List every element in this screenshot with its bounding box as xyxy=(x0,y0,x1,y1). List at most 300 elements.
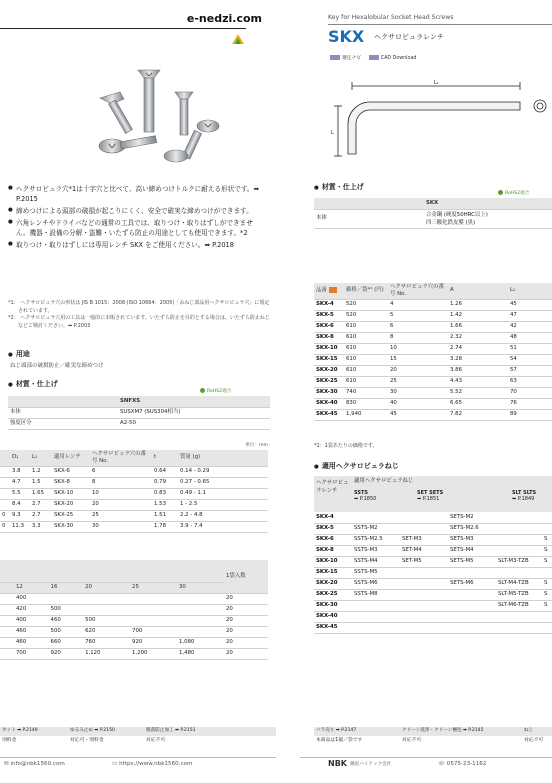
table-row xyxy=(0,615,268,626)
table-cell: 1,120 xyxy=(83,648,130,659)
table-cell: 1,080 xyxy=(177,637,224,648)
table-cell: SSTS-M3 xyxy=(352,545,400,556)
table-cell: S xyxy=(542,545,552,556)
table-cell xyxy=(0,477,10,488)
material-row-value: A2-50 xyxy=(118,418,270,429)
table-row xyxy=(314,321,552,332)
footnote: *2： ヘクサロビュラ穴用の工具は一般的に市販されています。いたずら防止を目的とする場合は、いたずら防止ねじなどご検討ください。➡ P.2003 xyxy=(8,315,270,329)
table-cell: 2.2 - 4.8 xyxy=(178,510,268,521)
table-row xyxy=(314,523,552,534)
table-cell: S xyxy=(542,600,552,611)
col-header: A xyxy=(448,283,508,299)
table-cell xyxy=(0,499,10,510)
table-cell: 620 xyxy=(83,626,130,637)
col-header: D₁ xyxy=(10,450,30,466)
table-row xyxy=(314,589,552,600)
monitor-icon: ▭ xyxy=(112,761,120,767)
table-cell xyxy=(352,611,400,622)
table-cell: 400 xyxy=(14,593,49,604)
screw-link-slt[interactable]: SLT SLTS ➡ P.1849 xyxy=(512,490,537,503)
svg-text:L: L xyxy=(331,130,334,136)
feature-item: ● ヘクサロビュラ穴*1は十字穴と比べて、高い締めつけトルクに耐える形状です。➡ P.2015 xyxy=(8,184,266,204)
col-header: t xyxy=(152,450,178,466)
material-row-value: 四三酸化鉄皮膜 (黒) xyxy=(426,219,476,226)
table-cell: 3.28 xyxy=(448,354,508,365)
option-clean[interactable]: クリーン洗浄・クリーン梱包 ➡ P.2145 xyxy=(402,728,484,733)
table-cell: SKX-4 xyxy=(314,512,352,523)
table-cell: S xyxy=(542,589,552,600)
nav-select-link[interactable]: 選定ナビ xyxy=(330,56,361,61)
table-cell: 740 xyxy=(344,387,388,398)
option-value: 対応不可 xyxy=(402,738,422,743)
col-header: ヘクサロビュラ穴の番号 No. xyxy=(388,283,448,299)
table-cell: 500 xyxy=(83,615,130,626)
table-cell: 700 xyxy=(14,648,49,659)
table-cell: SSTS-M6 xyxy=(352,578,400,589)
table-cell xyxy=(496,512,542,523)
table-row xyxy=(314,512,552,523)
table-row xyxy=(314,365,552,376)
table-cell xyxy=(400,523,448,534)
table-cell: 25 xyxy=(90,510,152,521)
table-row xyxy=(0,466,268,477)
table-cell: 1.2 xyxy=(30,466,52,477)
table-cell: 1.51 xyxy=(152,510,178,521)
table-cell: 610 xyxy=(344,365,388,376)
col-header: L₁ xyxy=(508,283,552,299)
table-cell: 3.86 xyxy=(448,365,508,376)
table-cell: SETS-M4 xyxy=(448,545,496,556)
option-retain[interactable]: 脱落防止加工 ➡ P.2151 xyxy=(146,728,196,733)
table-cell: 63 xyxy=(508,376,552,387)
table-cell: 1 - 2.5 xyxy=(178,499,268,510)
screws-header xyxy=(314,476,552,512)
brand-logo-icon xyxy=(230,32,246,48)
table-cell: 20 xyxy=(90,499,152,510)
table-cell: 3.9 - 7.4 xyxy=(178,521,268,532)
table-cell: 0.14 - 0.29 xyxy=(178,466,268,477)
table-cell: SLT-M6-TZB xyxy=(496,600,542,611)
table-cell xyxy=(496,622,542,633)
table-cell xyxy=(130,615,177,626)
table-cell: 54 xyxy=(508,354,552,365)
table-cell: 0 xyxy=(0,510,10,521)
table-cell: 1.42 xyxy=(448,310,508,321)
table-cell: 5.5 xyxy=(10,488,30,499)
table-cell: SKX-30 xyxy=(52,521,90,532)
table-cell: 1.66 xyxy=(448,321,508,332)
table-cell: 660 xyxy=(49,637,84,648)
table-cell: 610 xyxy=(344,321,388,332)
phone-icon: ☏ xyxy=(438,761,447,767)
table-cell: 4.7 xyxy=(10,477,30,488)
table-cell: 520 xyxy=(344,310,388,321)
table-cell: 11.3 xyxy=(10,521,30,532)
table-cell: SKX-25 xyxy=(314,376,344,387)
table-cell: 76 xyxy=(508,398,552,409)
page-kicker: Key for Hexalobular Socket Head Screws xyxy=(328,14,454,21)
table-row xyxy=(0,521,268,532)
table-cell: 0.79 xyxy=(152,477,178,488)
option-value: 対応不可 xyxy=(146,738,166,743)
table-cell: 9.3 xyxy=(10,510,30,521)
table-row xyxy=(0,477,268,488)
table-cell: 57 xyxy=(508,365,552,376)
table-cell: SKX-4 xyxy=(314,299,344,310)
table-cell: 2.74 xyxy=(448,343,508,354)
dimension-table xyxy=(0,450,268,533)
footnote: *1： ヘクサロビュラ穴の形状は JIS B 1015：2008 (ISO 10664：2005)「おねじ部品用ヘクサロビュラ穴」に規定されています。 xyxy=(8,300,270,314)
footer-phone[interactable]: ☏ 0575-23-1162 xyxy=(438,761,487,767)
table-cell: SETS-M5 xyxy=(448,556,496,567)
table-cell: 1,200 xyxy=(130,648,177,659)
material-row-label: 本体 xyxy=(314,209,424,228)
table-cell: 0 xyxy=(0,521,10,532)
option-header-bar xyxy=(0,727,276,736)
order-badge-icon xyxy=(329,287,337,293)
table-cell: 420 xyxy=(14,604,49,615)
table-cell xyxy=(400,512,448,523)
svg-text:L₁: L₁ xyxy=(434,80,439,86)
table-cell xyxy=(177,593,224,604)
usage-heading: ● 用途 xyxy=(8,350,30,359)
table-cell: 2.7 xyxy=(30,499,52,510)
table-cell: SET-M4 xyxy=(400,545,448,556)
table-cell: 500 xyxy=(49,626,84,637)
table-cell: S xyxy=(542,534,552,545)
table-row xyxy=(314,567,552,578)
table-row xyxy=(314,578,552,589)
table-cell: 10 xyxy=(90,488,152,499)
table-row xyxy=(314,534,552,545)
table-row xyxy=(0,648,268,659)
table-cell: 48 xyxy=(508,332,552,343)
table-cell: 500 xyxy=(49,604,84,615)
table-cell: 2.7 xyxy=(30,510,52,521)
table-cell: 520 xyxy=(344,299,388,310)
table-cell: 920 xyxy=(130,637,177,648)
table-cell: SKX-6 xyxy=(52,466,90,477)
table-cell: SSTS-M2.5 xyxy=(352,534,400,545)
table-cell xyxy=(177,626,224,637)
table-cell: SET-M5 xyxy=(400,556,448,567)
table-cell xyxy=(400,567,448,578)
table-cell: 45 xyxy=(508,299,552,310)
option-value: 対応不可 xyxy=(524,738,544,743)
col-header: 品番 xyxy=(314,283,344,299)
table-cell xyxy=(496,567,542,578)
table-cell xyxy=(0,466,10,477)
table-row xyxy=(0,604,268,615)
table-cell: 10 xyxy=(388,343,448,354)
table-cell: 7.82 xyxy=(448,409,508,420)
option-value: 別料金 xyxy=(2,738,17,743)
material-table xyxy=(8,396,270,430)
table-cell xyxy=(496,534,542,545)
option-header-bar xyxy=(314,727,552,736)
col-header: ヘクサロビュラ穴の番号 No. xyxy=(90,450,152,466)
col-header: 適用レンチ xyxy=(52,450,90,466)
table-cell xyxy=(130,593,177,604)
table-row xyxy=(314,545,552,556)
nav-cad-link[interactable]: CAD Download xyxy=(369,56,417,61)
table-row xyxy=(314,332,552,343)
model-title: SKX xyxy=(328,27,365,46)
table-cell: SKX-15 xyxy=(314,567,352,578)
table-cell xyxy=(400,622,448,633)
table-cell: 4 xyxy=(388,299,448,310)
unit-label: 単位：mm xyxy=(245,443,268,448)
col-header: 価格／袋*¹ (円) xyxy=(344,283,388,299)
table-cell: 30 xyxy=(90,521,152,532)
col-header: 30 xyxy=(177,582,224,593)
table-cell: 400 xyxy=(14,615,49,626)
table-cell: 760 xyxy=(83,637,130,648)
table-cell: SKX-40 xyxy=(314,398,344,409)
table-cell: S xyxy=(542,578,552,589)
material-row-value: 合金鋼 (硬度50HRC以上) xyxy=(426,211,488,218)
table-cell: SKX-40 xyxy=(314,611,352,622)
table-cell: 15 xyxy=(388,354,448,365)
table-cell: 70 xyxy=(508,387,552,398)
table-cell: SLT-M4-TZB xyxy=(496,578,542,589)
table-row xyxy=(314,611,552,622)
table-row xyxy=(314,299,552,310)
table-cell: SSTS-M4 xyxy=(352,556,400,567)
table-cell: 6 xyxy=(90,466,152,477)
mail-icon: ✉ xyxy=(4,761,11,767)
table-cell: SKX-10 xyxy=(52,488,90,499)
table-cell xyxy=(177,604,224,615)
table-row xyxy=(314,409,552,420)
wrench-drawing xyxy=(330,76,552,170)
table-cell: 1.5 xyxy=(30,477,52,488)
table-row xyxy=(0,488,268,499)
table-cell: 3.8 xyxy=(10,466,30,477)
group-header: 適用ヘクサロビュラねじ xyxy=(354,478,414,484)
col-header: 12 xyxy=(14,582,49,593)
col-header: 20 xyxy=(83,582,130,593)
table-cell: 30 xyxy=(388,387,448,398)
table-cell: 830 xyxy=(344,398,388,409)
table-cell: 0.83 xyxy=(152,488,178,499)
table-cell: 610 xyxy=(344,332,388,343)
spec-footnote: *1：1袋あたりの価格です。 xyxy=(314,443,378,449)
table-cell xyxy=(352,512,400,523)
table-cell: 25 xyxy=(388,376,448,387)
table-cell: 920 xyxy=(49,648,84,659)
material-row-value: SUSXM7 (SUS304相当) xyxy=(118,407,270,418)
screw-table xyxy=(314,512,552,634)
table-cell xyxy=(448,600,496,611)
table-row xyxy=(314,387,552,398)
right-page xyxy=(300,0,552,783)
table-cell: 610 xyxy=(344,354,388,365)
table-cell xyxy=(49,593,84,604)
table-cell: SLT-M5-TZB xyxy=(496,589,542,600)
table-cell: SETS-M6 xyxy=(448,578,496,589)
table-cell: 0.27 - 0.65 xyxy=(178,477,268,488)
table-cell xyxy=(400,589,448,600)
table-cell: SKX-15 xyxy=(314,354,344,365)
option-screw[interactable]: ねじ xyxy=(524,728,534,733)
table-cell: SKX-20 xyxy=(52,499,90,510)
material-column-header: SKX xyxy=(424,198,552,209)
material-heading: ● 材質・仕上げ xyxy=(314,183,364,192)
table-cell: SSTS-M8 xyxy=(352,589,400,600)
table-cell: SETS-M3 xyxy=(448,534,496,545)
table-cell: 40 xyxy=(388,398,448,409)
option-values-row xyxy=(314,738,552,747)
table-cell: SKX-10 xyxy=(314,556,352,567)
table-cell: SETS-M2.6 xyxy=(448,523,496,534)
table-cell: 610 xyxy=(344,376,388,387)
material-row-label: 本体 xyxy=(8,407,118,418)
table-cell xyxy=(448,567,496,578)
table-cell: 8.4 xyxy=(10,499,30,510)
table-cell: 700 xyxy=(130,626,177,637)
table-cell xyxy=(83,593,130,604)
footer-divider xyxy=(0,757,276,758)
table-cell xyxy=(448,622,496,633)
table-cell xyxy=(542,523,552,534)
table-cell: SKX-20 xyxy=(314,578,352,589)
table-cell: SKX-45 xyxy=(314,622,352,633)
footer-website[interactable]: ▭ https://www.nbk1560.com xyxy=(112,761,193,767)
table-cell: 6 xyxy=(388,321,448,332)
table-cell xyxy=(542,611,552,622)
price-table xyxy=(0,560,268,660)
table-cell: 460 xyxy=(14,637,49,648)
table-cell: 1.53 xyxy=(152,499,178,510)
col-header: 1袋入数 xyxy=(224,560,268,593)
table-cell: SKX-10 xyxy=(314,343,344,354)
screw-link-ssts[interactable]: SSTS ➡ P.1850 xyxy=(354,490,377,503)
table-cell: 20 xyxy=(224,648,268,659)
table-cell: 460 xyxy=(49,615,84,626)
table-cell: SKX-8 xyxy=(314,545,352,556)
table-cell: SKX-6 xyxy=(314,321,344,332)
table-cell xyxy=(496,545,542,556)
table-cell: 20 xyxy=(388,365,448,376)
table-cell xyxy=(400,600,448,611)
screws-heading: ● 適用ヘクサロビュラねじ xyxy=(314,462,399,471)
table-cell: 0.49 - 1.1 xyxy=(178,488,268,499)
table-row xyxy=(0,626,268,637)
table-cell: 42 xyxy=(508,321,552,332)
table-row xyxy=(314,354,552,365)
option-values-row xyxy=(0,738,276,747)
option-bulk[interactable]: バラ売り ➡ P.2147 xyxy=(316,728,357,733)
table-cell xyxy=(400,611,448,622)
option-cut[interactable]: カット ➡ P.2149 xyxy=(2,728,38,733)
table-row xyxy=(0,499,268,510)
table-cell: 1.65 xyxy=(30,488,52,499)
table-row xyxy=(314,622,552,633)
table-cell: 1,940 xyxy=(344,409,388,420)
table-cell: 3.3 xyxy=(30,521,52,532)
table-row xyxy=(314,398,552,409)
table-cell: 51 xyxy=(508,343,552,354)
table-row xyxy=(0,637,268,648)
table-cell: SKX-20 xyxy=(314,365,344,376)
table-cell xyxy=(0,488,10,499)
table-cell xyxy=(130,604,177,615)
col-header: 16 xyxy=(49,582,84,593)
option-lock[interactable]: ゆるみ止め ➡ P.2150 xyxy=(70,728,115,733)
table-cell xyxy=(496,611,542,622)
table-cell xyxy=(496,523,542,534)
table-row xyxy=(0,593,268,604)
table-cell: 45 xyxy=(388,409,448,420)
table-cell: 89 xyxy=(508,409,552,420)
screw-link-set[interactable]: SET SETS ➡ P.1851 xyxy=(417,490,444,503)
table-cell: 610 xyxy=(344,343,388,354)
option-value: 対応可・別料金 xyxy=(70,738,104,743)
material-column-header: SNFXS xyxy=(118,396,270,407)
table-cell: SKX-6 xyxy=(314,534,352,545)
table-cell: 4.43 xyxy=(448,376,508,387)
table-cell xyxy=(542,567,552,578)
table-cell: SSTS-M5 xyxy=(352,567,400,578)
table-cell: 20 xyxy=(224,604,268,615)
header-divider xyxy=(328,24,552,25)
table-cell: SSTS-M2 xyxy=(352,523,400,534)
table-cell: 20 xyxy=(224,615,268,626)
feature-item: ● 締めつけによる頭部の破損が起こりにくく、安全で確実な締めつけができます。 xyxy=(8,206,266,216)
table-cell: S xyxy=(542,556,552,567)
table-cell: 5.52 xyxy=(448,387,508,398)
col-header: 質量 (g) xyxy=(178,450,268,466)
footer-email[interactable]: ✉ info@nbk1560.com xyxy=(4,761,65,767)
footnotes xyxy=(8,300,270,330)
table-cell: SLT-M3-TZB xyxy=(496,556,542,567)
table-row xyxy=(314,310,552,321)
table-cell xyxy=(542,622,552,633)
table-cell: SKX-8 xyxy=(52,477,90,488)
material-row-label: 強度区分 xyxy=(8,418,118,429)
feature-item: ● 取りつけ・取りはずしには専用レンチ SKX をご使用ください。➡ P.2018 xyxy=(8,240,266,250)
table-cell: 1.78 xyxy=(152,521,178,532)
table-cell: SKX-5 xyxy=(314,310,344,321)
feature-list xyxy=(8,184,266,251)
table-cell: SET-M3 xyxy=(400,534,448,545)
table-cell: SKX-30 xyxy=(314,387,344,398)
table-cell: SETS-M2 xyxy=(448,512,496,523)
table-cell xyxy=(352,600,400,611)
rohs-badge: RoHS2適合 xyxy=(200,388,231,395)
table-cell: 1.26 xyxy=(448,299,508,310)
brand-name[interactable]: e-nedzi.com xyxy=(186,12,262,25)
table-cell: 47 xyxy=(508,310,552,321)
table-cell xyxy=(400,578,448,589)
table-cell: 8 xyxy=(90,477,152,488)
table-cell: 20 xyxy=(224,626,268,637)
table-row xyxy=(314,556,552,567)
material-table xyxy=(314,198,552,229)
table-cell: 20 xyxy=(224,637,268,648)
material-heading: ● 材質・仕上げ xyxy=(8,380,58,389)
feature-item: ● 六角レンチやドライバなどの通常の工具では、取りつけ・取りはずしができません。機器・設備の分解・盗難・いたずら防止の用途としても使用できます。*2 xyxy=(8,218,266,238)
col-header: ヘクサロビュラレンチ xyxy=(316,480,349,494)
table-row xyxy=(314,343,552,354)
rohs-badge: RoHS2適合 xyxy=(498,190,529,197)
option-value: 本商品は1個／袋です xyxy=(316,738,363,743)
brand-divider xyxy=(0,28,246,29)
product-photo-screws xyxy=(80,62,240,172)
col-header: L₁ xyxy=(30,450,52,466)
table-cell: SKX-8 xyxy=(314,332,344,343)
